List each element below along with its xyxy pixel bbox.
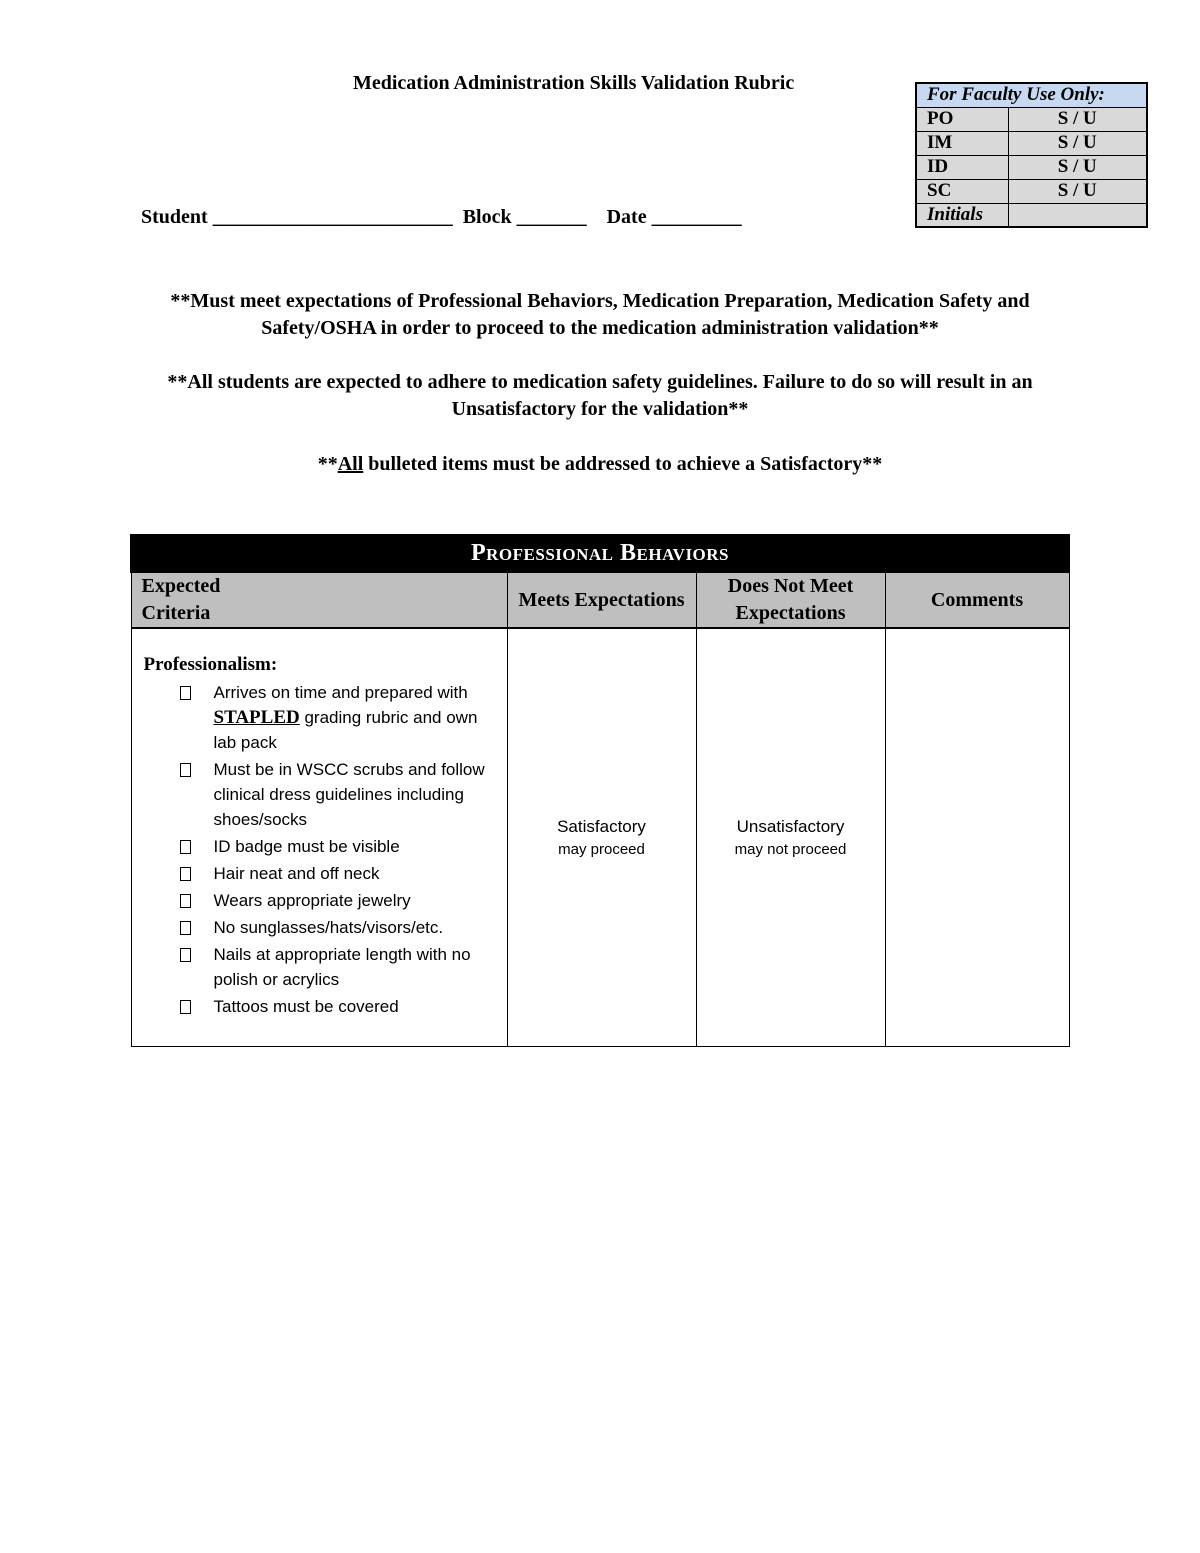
list-item: No sunglasses/hats/visors/etc. [144, 915, 496, 940]
meets-cell[interactable] [507, 628, 696, 1047]
faculty-row-label: PO [916, 107, 1008, 131]
checkbox[interactable] [180, 921, 191, 935]
page-title: Medication Administration Skills Validation Rubric [353, 72, 795, 94]
header-comments: Comments [885, 572, 1069, 628]
stapled-emphasis: STAPLED [213, 707, 300, 728]
note-emphasis: All [337, 453, 364, 475]
not-meet-status: Unsatisfactory [736, 816, 845, 836]
criteria-cell [131, 628, 507, 1047]
meets-subtext: may proceed [558, 840, 645, 858]
faculty-row-value: S / U [1008, 107, 1147, 131]
checkbox[interactable] [180, 948, 191, 962]
comments-cell[interactable] [885, 628, 1069, 1047]
faculty-use-box [915, 82, 1148, 228]
note-safety: **All students are expected to adhere to medication safety guidelines. Failure to do so will result in an Unsatisfactory for the validation** [167, 371, 1033, 420]
faculty-row-value: S / U [1008, 131, 1147, 155]
note-prerequisite: **Must meet expectations of Professional Behaviors, Medication Preparation, Medication Safety and Safety/OSHA in order to proceed to the medication administration validation** [170, 290, 1030, 339]
criteria-list [144, 680, 496, 1019]
faculty-row-label: ID [916, 155, 1008, 179]
initials-field[interactable] [1008, 203, 1147, 227]
list-item: Nails at appropriate length with no polish or acrylics [144, 942, 496, 992]
list-item: ID badge must be visible [144, 834, 496, 859]
checkbox[interactable] [180, 840, 191, 854]
note-suffix: bulleted items must be addressed to achieve a Satisfactory** [363, 453, 883, 475]
note-bulleted-items [130, 451, 1070, 478]
checkbox[interactable] [180, 867, 191, 881]
header-expected-criteria: Expected Criteria [131, 572, 507, 628]
faculty-row [916, 179, 1147, 203]
list-item: Hair neat and off neck [144, 861, 496, 886]
header-does-not-meet: Does Not Meet Expectations [696, 572, 885, 628]
list-item: Tattoos must be covered [144, 994, 496, 1019]
checkbox[interactable] [180, 763, 191, 777]
section-heading: Professionalism: [143, 654, 278, 675]
faculty-box-header: For Faculty Use Only: [916, 83, 1147, 107]
faculty-row [916, 203, 1147, 227]
note-prefix: ** [317, 453, 338, 475]
checkbox[interactable] [180, 686, 191, 700]
student-info-line: Student ________________________ Block _______ Date _________ [141, 206, 742, 228]
faculty-row [916, 107, 1147, 131]
list-item: Arrives on time and prepared with STAPLED grading rubric and own lab pack [144, 680, 496, 755]
list-item: Wears appropriate jewelry [144, 888, 496, 913]
faculty-row-label: IM [916, 131, 1008, 155]
faculty-row [916, 131, 1147, 155]
faculty-row [916, 155, 1147, 179]
meets-status: Satisfactory [557, 816, 646, 836]
header-meets: Meets Expectations [507, 572, 696, 628]
checkbox[interactable] [180, 894, 191, 908]
rubric-banner: Professional Behaviors [131, 535, 1069, 572]
does-not-meet-cell[interactable] [696, 628, 885, 1047]
checkbox[interactable] [180, 1000, 191, 1014]
list-item: Must be in WSCC scrubs and follow clinical dress guidelines including shoes/socks [144, 757, 496, 832]
rubric-table [130, 534, 1070, 1047]
faculty-row-label: Initials [916, 203, 1008, 227]
not-meet-subtext: may not proceed [734, 840, 847, 858]
faculty-row-label: SC [916, 179, 1008, 203]
faculty-row-value: S / U [1008, 179, 1147, 203]
faculty-row-value: S / U [1008, 155, 1147, 179]
